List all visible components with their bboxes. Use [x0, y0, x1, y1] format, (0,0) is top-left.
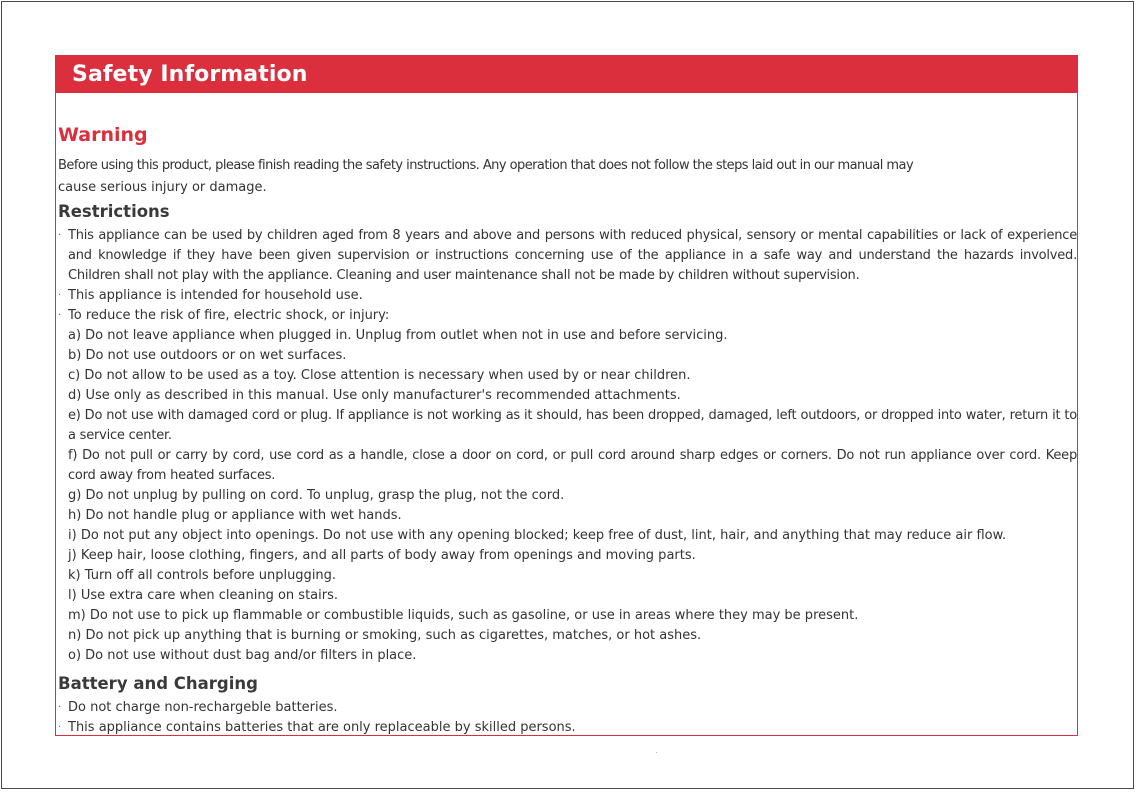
- restrictions-heading: Restrictions: [58, 202, 170, 221]
- warning-heading: Warning: [58, 124, 148, 146]
- safety-information-panel: [55, 55, 1078, 736]
- sub-list-item: h) Do not handle plug or appliance with wet hands.: [68, 508, 402, 523]
- sub-list-item: e) Do not use with damaged cord or plug. If appliance is not working as it should, has been dropped, damaged, left outdoors, or dropped into water, return it to a service center.: [68, 408, 1077, 443]
- sub-list-item: c) Do not allow to be used as a toy. Close attention is necessary when used by or near children.: [68, 368, 691, 383]
- bullet-dot: ·: [58, 722, 62, 733]
- battery-heading: Battery and Charging: [58, 674, 258, 693]
- page-speck: [656, 752, 657, 753]
- banner-title: Safety Information: [72, 62, 308, 87]
- list-item: [58, 718, 1077, 736]
- bullet-dot: ·: [58, 310, 62, 321]
- bullet-text: Do not charge non-rechargeble batteries.: [68, 700, 338, 715]
- sub-list-item: k) Turn off all controls before unplugging.: [68, 568, 337, 583]
- sub-list-item: i) Do not put any object into openings. Do not use with any opening blocked; keep free of dust, lint, hair, and anything that may reduce air flow.: [68, 528, 1007, 543]
- bullet-text: To reduce the risk of fire, electric shock, or injury:: [68, 308, 390, 323]
- sub-list-item: a) Do not leave appliance when plugged in. Unplug from outlet when not in use and before servicing.: [68, 328, 728, 343]
- sub-list-item: d) Use only as described in this manual. Use only manufacturer's recommended attachments.: [68, 388, 681, 403]
- sub-list-item: l) Use extra care when cleaning on stairs.: [68, 588, 339, 603]
- sub-list-item: g) Do not unplug by pulling on cord. To unplug, grasp the plug, not the cord.: [68, 488, 565, 503]
- bullet-text: This appliance contains batteries that are only replaceable by skilled persons.: [68, 720, 576, 735]
- list-item: [58, 698, 1077, 718]
- bullet-dot: ·: [58, 290, 62, 301]
- sub-list-item: f) Do not pull or carry by cord, use cord as a handle, close a door on cord, or pull cord around sharp edges or corners. Do not run appliance over cord. Keep cord away from heated surfaces.: [68, 448, 1077, 483]
- sub-list-item: o) Do not use without dust bag and/or filters in place.: [68, 648, 417, 663]
- warning-line-1: Before using this product, please finish reading the safety instructions. Any operation that does not follow the steps laid out in our manual may: [58, 158, 914, 173]
- restrictions-list: [58, 226, 1077, 666]
- bullet-text: This appliance is intended for household use.: [68, 288, 363, 303]
- sub-list-item: m) Do not use to pick up flammable or combustible liquids, such as gasoline, or use in areas where they may be present.: [68, 608, 859, 623]
- bullet-dot: ·: [58, 230, 62, 241]
- warning-line-2: cause serious injury or damage.: [58, 180, 267, 195]
- list-item: [58, 286, 1077, 306]
- battery-list: [58, 698, 1077, 736]
- sub-list-item: j) Keep hair, loose clothing, fingers, and all parts of body away from openings and moving parts.: [68, 548, 696, 563]
- bullet-dot: ·: [58, 702, 62, 713]
- sub-list-item: n) Do not pick up anything that is burning or smoking, such as cigarettes, matches, or hot ashes.: [68, 628, 702, 643]
- warning-text: [58, 155, 1076, 199]
- list-item: [58, 226, 1077, 286]
- list-item: [58, 306, 1077, 326]
- bullet-text: This appliance can be used by children aged from 8 years and above and persons with reduced physical, sensory or mental capabilities or lack of experience and knowledge if they have been given supervision or instructions concerning use of the appliance in a safe way and understand the hazards involved. Children shall not play with the appliance. Cleaning and user maintenance shall not be made by children without supervision.: [68, 228, 1077, 283]
- section-banner: [56, 56, 1077, 93]
- sub-list-item: b) Do not use outdoors or on wet surfaces.: [68, 348, 347, 363]
